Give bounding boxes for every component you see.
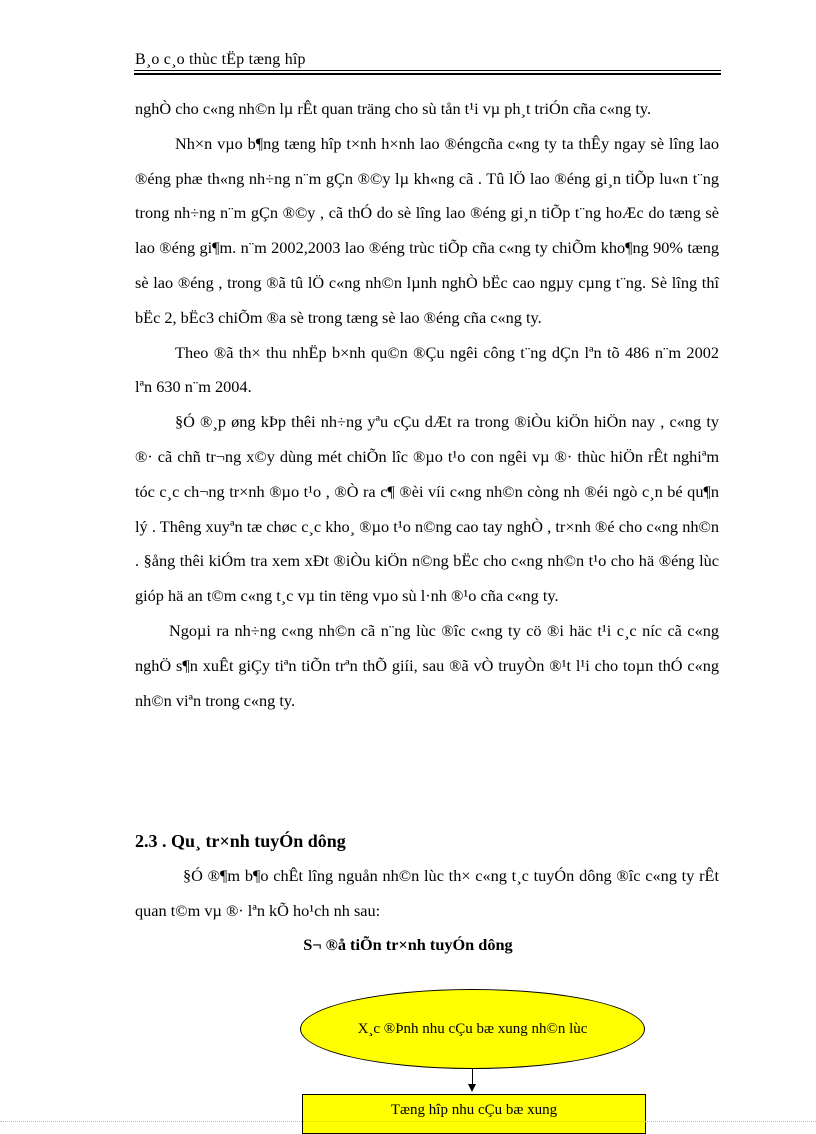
flow-step-ellipse [300, 989, 645, 1069]
paragraph-recruitment-intro: §Ó ®¶m b¶o chÊt lîng nguån nh©n lùc th× c«ng t¸c tuyÓn dông ®îc c«ng ty rÊt quan t©m vµ ®· lªn kÕ ho¹ch nh sau: [135, 866, 719, 920]
paragraph-training: §Ó ®¸p øng kÞp thêi nh÷ng yªu cÇu dÆt ra trong ®iÒu kiÖn hiÖn nay , c«ng ty ®· cã chñ tr¬ng x©y dùng mét chiÕn lîc ®µo t¹o con ngêi vµ ®· thùc hiÖn rÊt nghiªm tóc c¸c ch¬ng tr×nh ®µo t¹o , ®Ò ra c¶ ®èi víi c«ng nh©n còng nh ®éi ngò c¸n bé qu¶n lý . Thêng xuyªn tæ chøc c¸c kho¸ ®µo t¹o n©ng cao tay nghÒ , tr×nh ®é cho c«ng nh©n . §ång thêi kiÓm tra xem xÐt ®iÒu kiÖn n©ng bËc cho c«ng nh©n t¹o cho hä ®éng lùc gióp hä an t©m c«ng t¸c vµ tin tëng vµo sù l·nh ®¹o cña c«ng ty. [135, 412, 719, 606]
section-heading: 2.3 . Qu¸ tr×nh tuyÓn dông [135, 831, 346, 851]
arrow-down-icon [468, 1084, 476, 1092]
paragraph-income: Theo ®ã th× thu nhËp b×nh qu©n ®Çu ngêi công t¨ng dÇn lªn tõ 486 n¨m 2002 lªn 630 n¨m 2004. [135, 342, 719, 397]
paragraph-continuation: nghÒ cho c«ng nh©n lµ rÊt quan träng cho sù tån t¹i vµ ph¸t triÓn cña c«ng ty. [135, 99, 652, 118]
page-bottom-border [0, 1121, 816, 1122]
paragraph-overseas-study: Ngoµi ra nh÷ng c«ng nh©n cã n¨ng lùc ®îc c«ng ty cö ®i häc t¹i c¸c níc cã c«ng nghÖ s¶n xuÊt giÇy tiªn tiÕn trªn thÕ giíi, sau ®ã vÒ truyÒn ®¹t l¹i cho toµn thÓ c«ng nh©n viªn trong c«ng ty. [135, 620, 719, 710]
section-body [135, 859, 719, 929]
header-rule-thick [134, 73, 721, 75]
flow-step-1-label: X¸c ®Þnh nhu cÇu bæ xung nh©n lùc [357, 1020, 588, 1037]
flow-step-box [302, 1094, 646, 1134]
header-rule-thin [134, 70, 721, 71]
diagram-title: S¬ ®å tiÕn tr×nh tuyÓn dông [303, 935, 513, 954]
paragraph-labor-analysis: Nh×n vµo b¶ng tæng hîp t×nh h×nh lao ®éngcña c«ng ty ta thÊy ngay sè lîng lao ®éng phæ th«ng nh÷ng n¨m gÇn ®©y lµ kh«ng cã . Tû lÖ lao ®éng gi¸n tiÕp lu«n t¨ng trong nh÷ng n¨m gÇn ®©y , cã thÓ do sè lîng lao ®éng gi¸n tiÕp t¨ng hoÆc do tæng sè lao ®éng gi¶m. n¨m 2002,2003 lao ®éng trùc tiÕp cña c«ng ty chiÕm kho¶ng 90% tæng sè lao ®éng , trong ®ã tû lÖ c«ng nh©n lµnh nghÒ bËc cao ngµy cµng t¨ng. Sè lîng thî bËc 2, bËc3 chiÕm ®a sè trong tæng sè lao ®éng cña c«ng ty. [135, 133, 719, 327]
flow-step-2-label: Tæng hîp nhu cÇu bæ xung [390, 1102, 558, 1118]
body-text [135, 92, 719, 718]
running-header: B¸o c¸o thùc tËp tæng hîp [135, 51, 306, 68]
